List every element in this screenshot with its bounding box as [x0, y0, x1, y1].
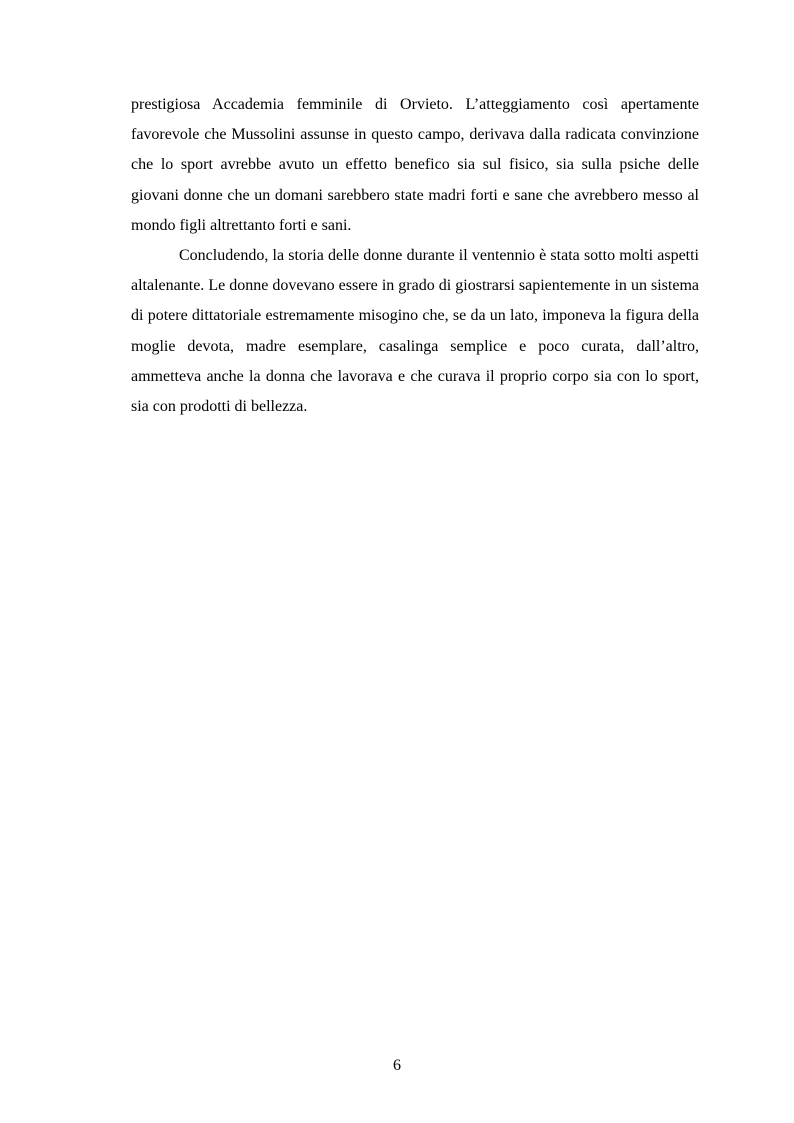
paragraph-conclusion: Concludendo, la storia delle donne durante il ventennio è stata sotto molti aspetti altalenante. Le donne dovevano essere in grado di giostrarsi sapientemente in un sistema di potere dittatoriale estremamente misogino che, se da un lato, imponeva la figura della moglie devota, madre esemplare, casalinga semplice e poco curata, dall’altro, ammetteva anche la donna che lavorava e che curava il proprio corpo sia con lo sport, sia con prodotti di bellezza.	[131, 247, 699, 416]
page-number: 6	[393, 1057, 401, 1074]
paragraph-continuation: prestigiosa Accademia femminile di Orvieto. L’atteggiamento così apertamente favorevole che Mussolini assunse in questo campo, derivava dalla radicata convinzione che lo sport avrebbe avuto un effetto benefico sia sul fisico, sia sulla psiche delle giovani donne che un domani sarebbero state madri forti e sane che avrebbero messo al mondo figli altrettanto forti e sani.	[131, 96, 699, 234]
body-text	[131, 90, 699, 422]
